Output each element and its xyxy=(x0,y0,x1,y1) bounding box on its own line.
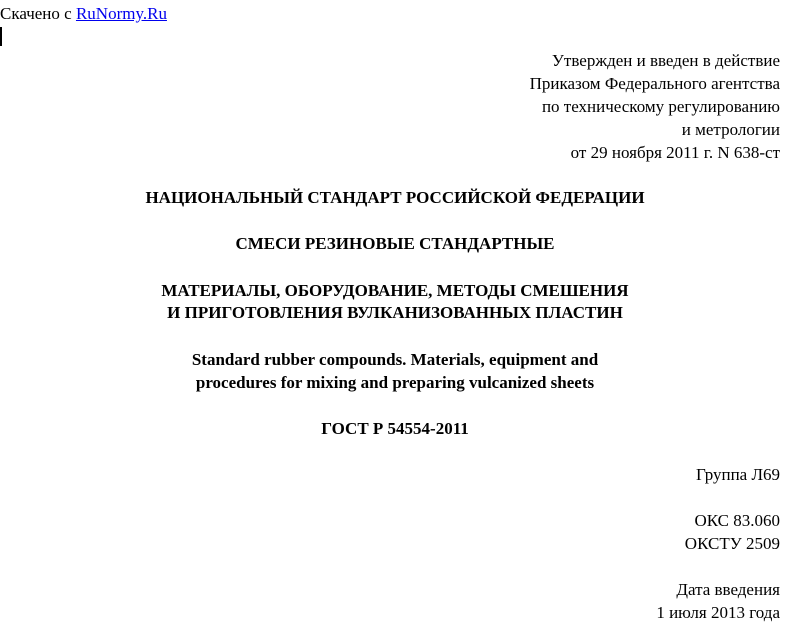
effective-date-label: Дата введения xyxy=(676,580,780,599)
approval-line-5: от 29 ноября 2011 г. N 638-ст xyxy=(570,143,780,162)
approval-line-4: и метрологии xyxy=(681,120,780,139)
english-title-line-2: procedures for mixing and preparing vulcanized sheets xyxy=(195,373,595,392)
source-line xyxy=(0,3,167,25)
english-title-line-1: Standard rubber compounds. Materials, equipment and xyxy=(191,350,599,369)
subject-title: СМЕСИ РЕЗИНОВЫЕ СТАНДАРТНЫЕ xyxy=(235,234,555,253)
approval-line-3: по техническому регулированию xyxy=(541,97,780,116)
approval-line-1: Утвержден и введен в действие xyxy=(551,51,780,70)
subtitle-line-1: МАТЕРИАЛЫ, ОБОРУДОВАНИЕ, МЕТОДЫ СМЕШЕНИЯ xyxy=(161,281,629,300)
group-code: Группа Л69 xyxy=(695,465,780,484)
runormy-link[interactable]: RuNormy.Ru xyxy=(75,4,167,23)
approval-line-2: Приказом Федерального агентства xyxy=(529,74,780,93)
source-prefix: Скачено с xyxy=(0,4,76,23)
gost-designation: ГОСТ Р 54554-2011 xyxy=(321,419,469,438)
text-cursor xyxy=(0,27,2,46)
standard-heading: НАЦИОНАЛЬНЫЙ СТАНДАРТ РОССИЙСКОЙ ФЕДЕРАЦИИ xyxy=(145,188,645,207)
subtitle-line-2: И ПРИГОТОВЛЕНИЯ ВУЛКАНИЗОВАННЫХ ПЛАСТИН xyxy=(167,303,623,322)
oks-code: ОКС 83.060 xyxy=(694,511,780,530)
effective-date: 1 июля 2013 года xyxy=(656,603,780,622)
okstu-code: ОКСТУ 2509 xyxy=(684,534,780,553)
